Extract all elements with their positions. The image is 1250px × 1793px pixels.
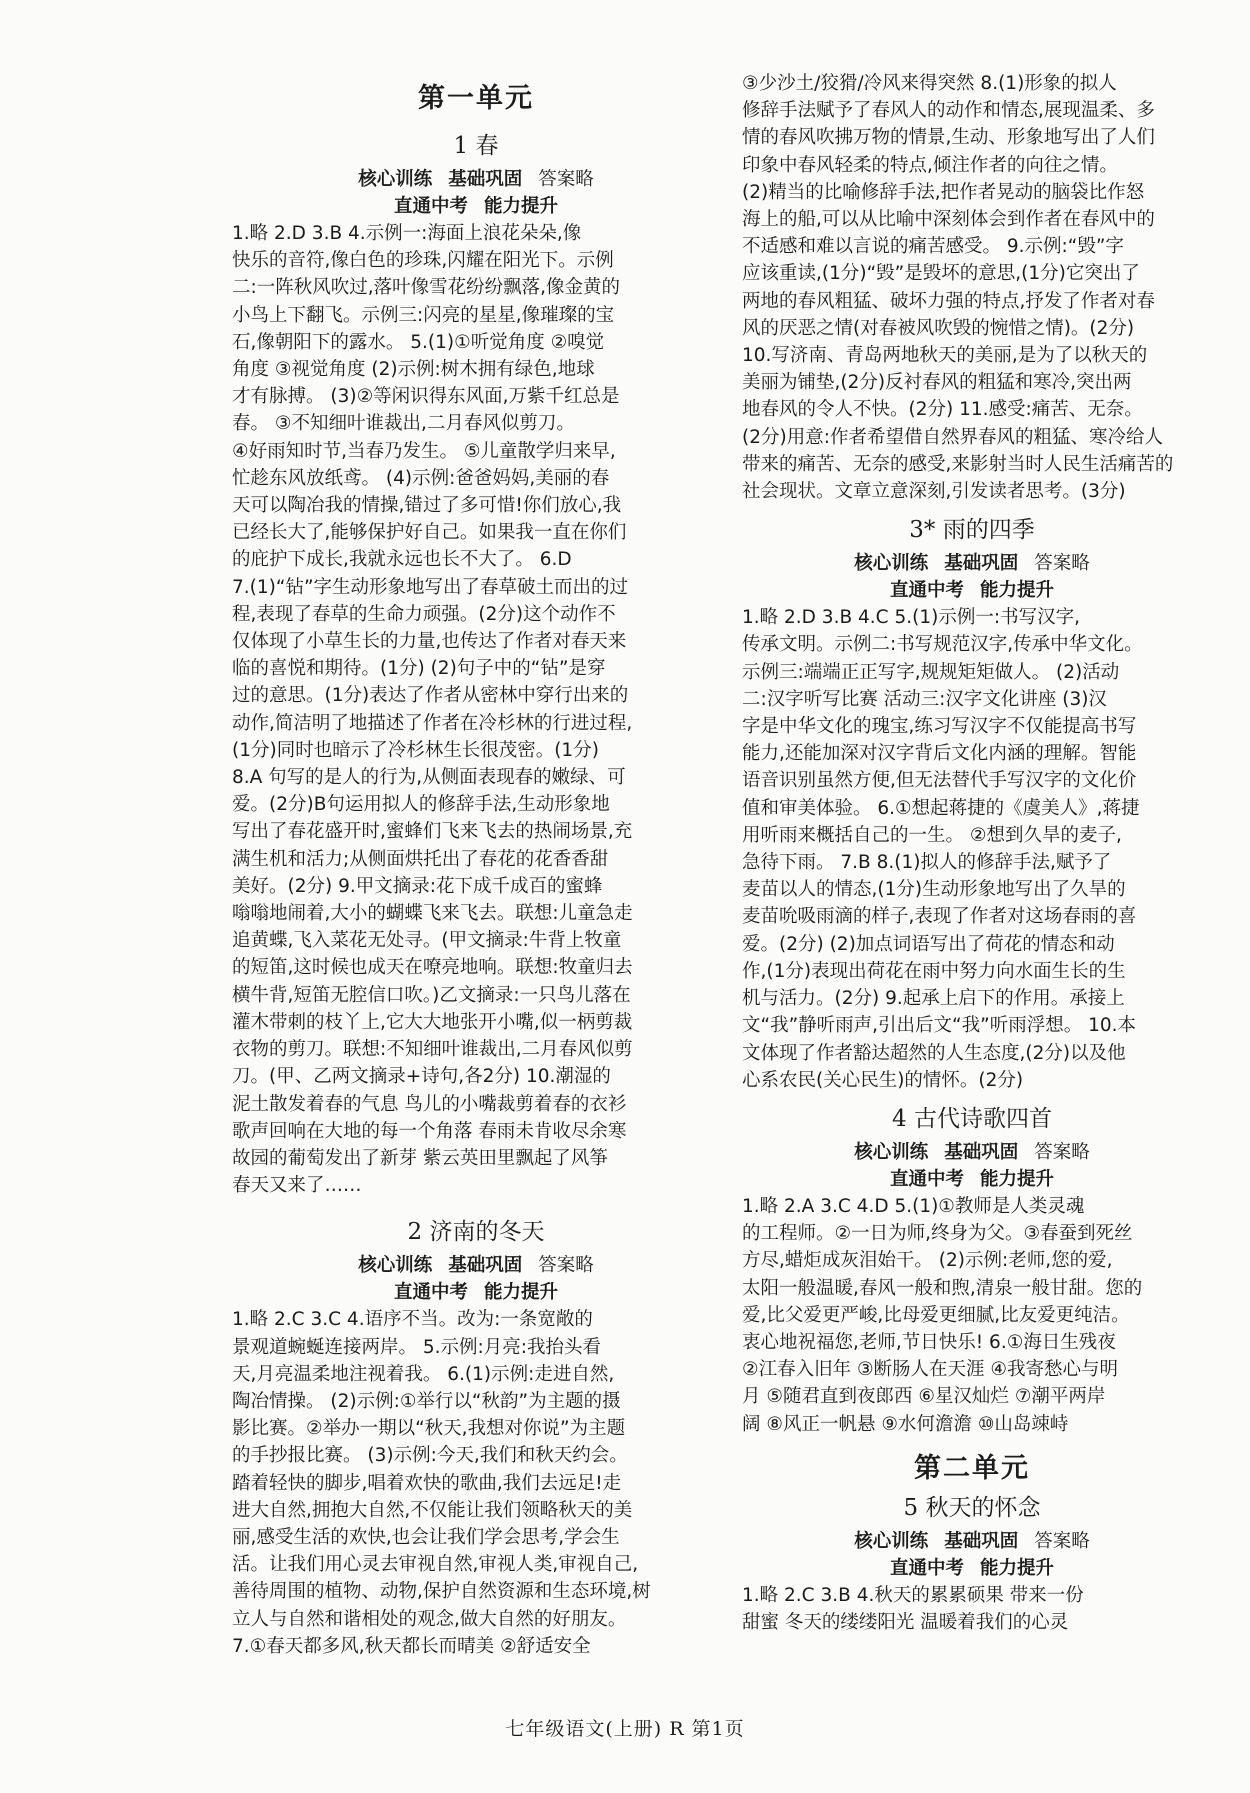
unit-title: 第二单元 (914, 1452, 1030, 1484)
unit-title: 第一单元 (418, 83, 534, 114)
heading-label: 能力提升 (980, 580, 1055, 602)
heading-label: 直通中考 (393, 196, 468, 217)
heading-label: 直通中考 (889, 1168, 964, 1190)
heading-label: 基础巩固 (448, 1255, 523, 1277)
lesson-title: 2 济南的冬天 (407, 1219, 545, 1246)
answer-text: 1.略 2.C 3.B 4.秋天的累累硕果 带来一份 甜蜜 冬天的缕缕阳光 温暖着我们的心灵 (742, 1584, 1084, 1633)
heading-answer: 答案略 (1034, 1530, 1090, 1552)
section-heading (742, 1166, 1202, 1193)
answer-text: 1.略 2.C 3.C 4.语序不当。改为:一条宽敞的 景观道蜿蜒连接两岸。 5.示例:月亮:我抬头看 天,月亮温柔地注视着我。 6.(1)示例:走进自然, 陶冶情操。 (2)示例:①举行以“秋韵”为主题的摄 影比赛。②举办一期以“秋天,我想对你说”为主题 的手抄报比赛。 (3)示例:今天,我们和秋天约会。 踏着轻快的脚步,唱着欢快的歌曲,我们去远足!走 进大自然,拥抱大自然,不仅能让我们领略秋天的美 丽,感受生活的欢快,也会让我们学会思考,学会生 活。让我们用心灵去审视自然,审视人类,审视自己, 善待周围的植物、动物,保护自然资源和生态环境,树 立人与自然和谐相处的观念,做大自然的好朋友。 7.①春天都多风,秋天都长而晴美 ②舒适安全 (232, 1309, 651, 1657)
section-heading (232, 166, 720, 193)
heading-label: 能力提升 (484, 1282, 559, 1304)
section-heading (232, 1252, 720, 1279)
section-heading (742, 550, 1202, 577)
left-column (232, 70, 720, 1660)
heading-label: 基础巩固 (448, 169, 523, 190)
heading-answer: 答案略 (1034, 553, 1090, 575)
section-heading (232, 1279, 720, 1306)
heading-label: 核心训练 (854, 1141, 929, 1163)
lesson-title: 1 春 (453, 133, 499, 159)
section-heading (742, 577, 1202, 604)
heading-label: 基础巩固 (944, 1141, 1019, 1163)
heading-answer: 答案略 (538, 1255, 594, 1277)
lesson-title: 5 秋天的怀念 (903, 1494, 1041, 1521)
heading-answer: 答案略 (538, 169, 594, 190)
answer-text: 1.略 2.D 3.B 4.示例一:海面上浪花朵朵,像 快乐的音符,像白色的珍珠,闪耀在阳光下。示例 二:一阵秋风吹过,落叶像雪花纷纷飘落,像金黄的 小鸟上下翻飞。示例三:闪亮的星星,像璀璨的宝 石,像朝阳下的露水。 5.(1)①听觉角度 ②嗅觉 角度 ③视觉角度 (2)示例:树木拥有绿色,地球 才有脉搏。 (3)②等闲识得东风面,万紫千红总是 春。 ③不知细叶谁裁出,二月春风似剪刀。 ④好雨知时节,当春乃发生。 ⑤儿童散学归来早, 忙趁东风放纸鸢。 (4)示例:爸爸妈妈,美丽的春 天可以陶冶我的情操,错过了多可惜!你们放心,我 已经长大了,能够保护好自己。如果我一直在你们 的庇护下成长,我就永远也长不大了。 6.D 7.(1)“钻”字生动形象地写出了春草破土而出的过 程,表现了春草的生命力顽强。(2分)这个动作不 仅体现了小草生长的力量,也传达了作者对春天来 临的喜悦和期待。(1分) (2)句子中的“钻”是穿 过的意思。(1分)表达了作者从密林中穿行出来的 动作,简洁明了地描述了作者在冷杉林的行进过程, (1分)同时也暗示了冷杉林生长很茂密。(1分) 8.A 句写的是人的行为,从侧面表现春的嫩绿、可 爱。(2分)B句运用拟人的修辞手法,生动形象地 写出了春花盛开时,蜜蜂们飞来飞去的热闹场景,充 满生机和活力;从侧面烘托出了春花的花香香甜 美好。(2分) 9.甲文摘录:花下成千成百的蜜蜂 嗡嗡地闹着,大小的蝴蝶飞来飞去。联想:儿童急走 追黄蝶,飞入菜花无处寻。(甲文摘录:牛背上牧童 的短笛,这时候也成天在嘹亮地响。联想:牧童归去 横牛背,短笛无腔信口吹。)乙文摘录:一只鸟儿落在 灌木带刺的枝丫上,它大大地张开小嘴,似一柄剪裁 衣物的剪刀。联想:不知细叶谁裁出,二月春风似剪 刀。(甲、乙两文摘录+诗句,各2分) 10.潮湿的 泥土散发着春的气息 鸟儿的小嘴裁剪着春的衣衫 歌声回响在大地的每一个角落 春雨未肯收尽余寒 故园的葡萄发出了新芽 紫云英田里飘起了风筝 春天又来了…… (232, 223, 633, 1197)
heading-label: 基础巩固 (944, 553, 1019, 575)
page-footer: 七年级语文(上册) R 第1页 (505, 1718, 745, 1740)
answer-text: 1.略 2.A 3.C 4.D 5.(1)①教师是人类灵魂 的工程师。②一日为师,终身为父。③春蚕到死丝 方尽,蜡炬成灰泪始干。 (2)示例:老师,您的爱, 太阳一般温暖,春风一般和煦,清泉一般甘甜。您的 爱,比父爱更严峻,比母爱更细腻,比友爱更纯洁。 衷心地祝福您,老师,节日快乐! 6.①海日生残夜 ②江春入旧年 ③断肠人在天涯 ④我寄愁心与明 月 ⑤随君直到夜郎西 ⑥星汉灿烂 ⑦潮平两岸 阔 ⑧风正一帆悬 ⑨水何澹澹 ⑩山岛竦峙 (742, 1195, 1143, 1435)
lesson-title: 3* 雨的四季 (909, 517, 1035, 544)
heading-label: 能力提升 (980, 1557, 1055, 1579)
section-heading (742, 1139, 1202, 1166)
heading-label: 能力提升 (484, 196, 559, 217)
heading-label: 核心训练 (358, 169, 433, 190)
answer-text: ③少沙土/狡猾/冷风来得突然 8.(1)形象的拟人 修辞手法赋予了春风人的动作和情态,展现温柔、多 情的春风吹拂万物的情景,生动、形象地写出了人们 印象中春风轻柔的特点,倾注作者的向往之情。 (2)精当的比喻修辞手法,把作者晃动的脑袋比作怒 海上的船,可以从比喻中深刻体会到作者在春风中的 不适感和难以言说的痛苦感受。 9.示例:“毁”字 应该重读,(1分)“毁”是毁坏的意思,(1分)它突出了 两地的春风粗猛、破坏力强的特点,抒发了作者对春 风的厌恶之情(对春被风吹毁的惋惜之情)。(2分) 10.写济南、青岛两地秋天的美丽,是为了以秋天的 美丽为铺垫,(2分)反衬春风的粗猛和寒冷,突出两 地春风的令人不快。(2分) 11.感受:痛苦、无奈。 (2分)用意:作者希望借自然界春风的粗猛、寒冷给人 带来的痛苦、无奈的感受,来影射当时人民生活痛苦的 社会现状。文章立意深刻,引发读者思考。(3分) (742, 73, 1174, 503)
lesson-title: 4 古代诗歌四首 (892, 1105, 1052, 1132)
heading-label: 核心训练 (358, 1255, 433, 1277)
right-column (742, 70, 1202, 1636)
heading-label: 直通中考 (889, 1557, 964, 1579)
section-heading (742, 1555, 1202, 1582)
heading-answer: 答案略 (1034, 1141, 1090, 1163)
answer-text: 1.略 2.D 3.B 4.C 5.(1)示例一:书写汉字, 传承文明。示例二:书写规范汉字,传承中华文化。 示例三:端端正正写字,规规矩矩做人。 (2)活动 二:汉字听写比赛 活动三:汉字文化讲座 (3)汉 字是中华文化的瑰宝,练习写汉字不仅能提高书写 能力,还能加深对汉字背后文化内涵的理解。智能 语音识别虽然方便,但无法替代手写汉字的文化价 值和审美体验。 6.①想起蒋捷的《虞美人》,蒋捷 用听雨来概括自己的一生。 ②想到久旱的麦子, 急待下雨。 7.B 8.(1)拟人的修辞手法,赋予了 麦苗以人的情态,(1分)生动形象地写出了久旱的 麦苗吮吸雨滴的样子,表现了作者对这场春雨的喜 爱。(2分) (2)加点词语写出了荷花的情态和动 作,(1分)表现出荷花在雨中努力向水面生长的生 机与活力。(2分) 9.起承上启下的作用。承接上 文“我”静听雨声,引出后文“我”听雨浮想。 10.本 文体现了作者豁达超然的人生态度,(2分)以及他 心系农民(关心民生)的情怀。(2分) (742, 607, 1143, 1091)
heading-label: 直通中考 (393, 1282, 468, 1304)
heading-label: 直通中考 (889, 580, 964, 602)
heading-label: 基础巩固 (944, 1530, 1019, 1552)
section-heading (742, 1528, 1202, 1555)
heading-label: 能力提升 (980, 1168, 1055, 1190)
section-heading (232, 193, 720, 220)
heading-label: 核心训练 (854, 553, 929, 575)
heading-label: 核心训练 (854, 1530, 929, 1552)
